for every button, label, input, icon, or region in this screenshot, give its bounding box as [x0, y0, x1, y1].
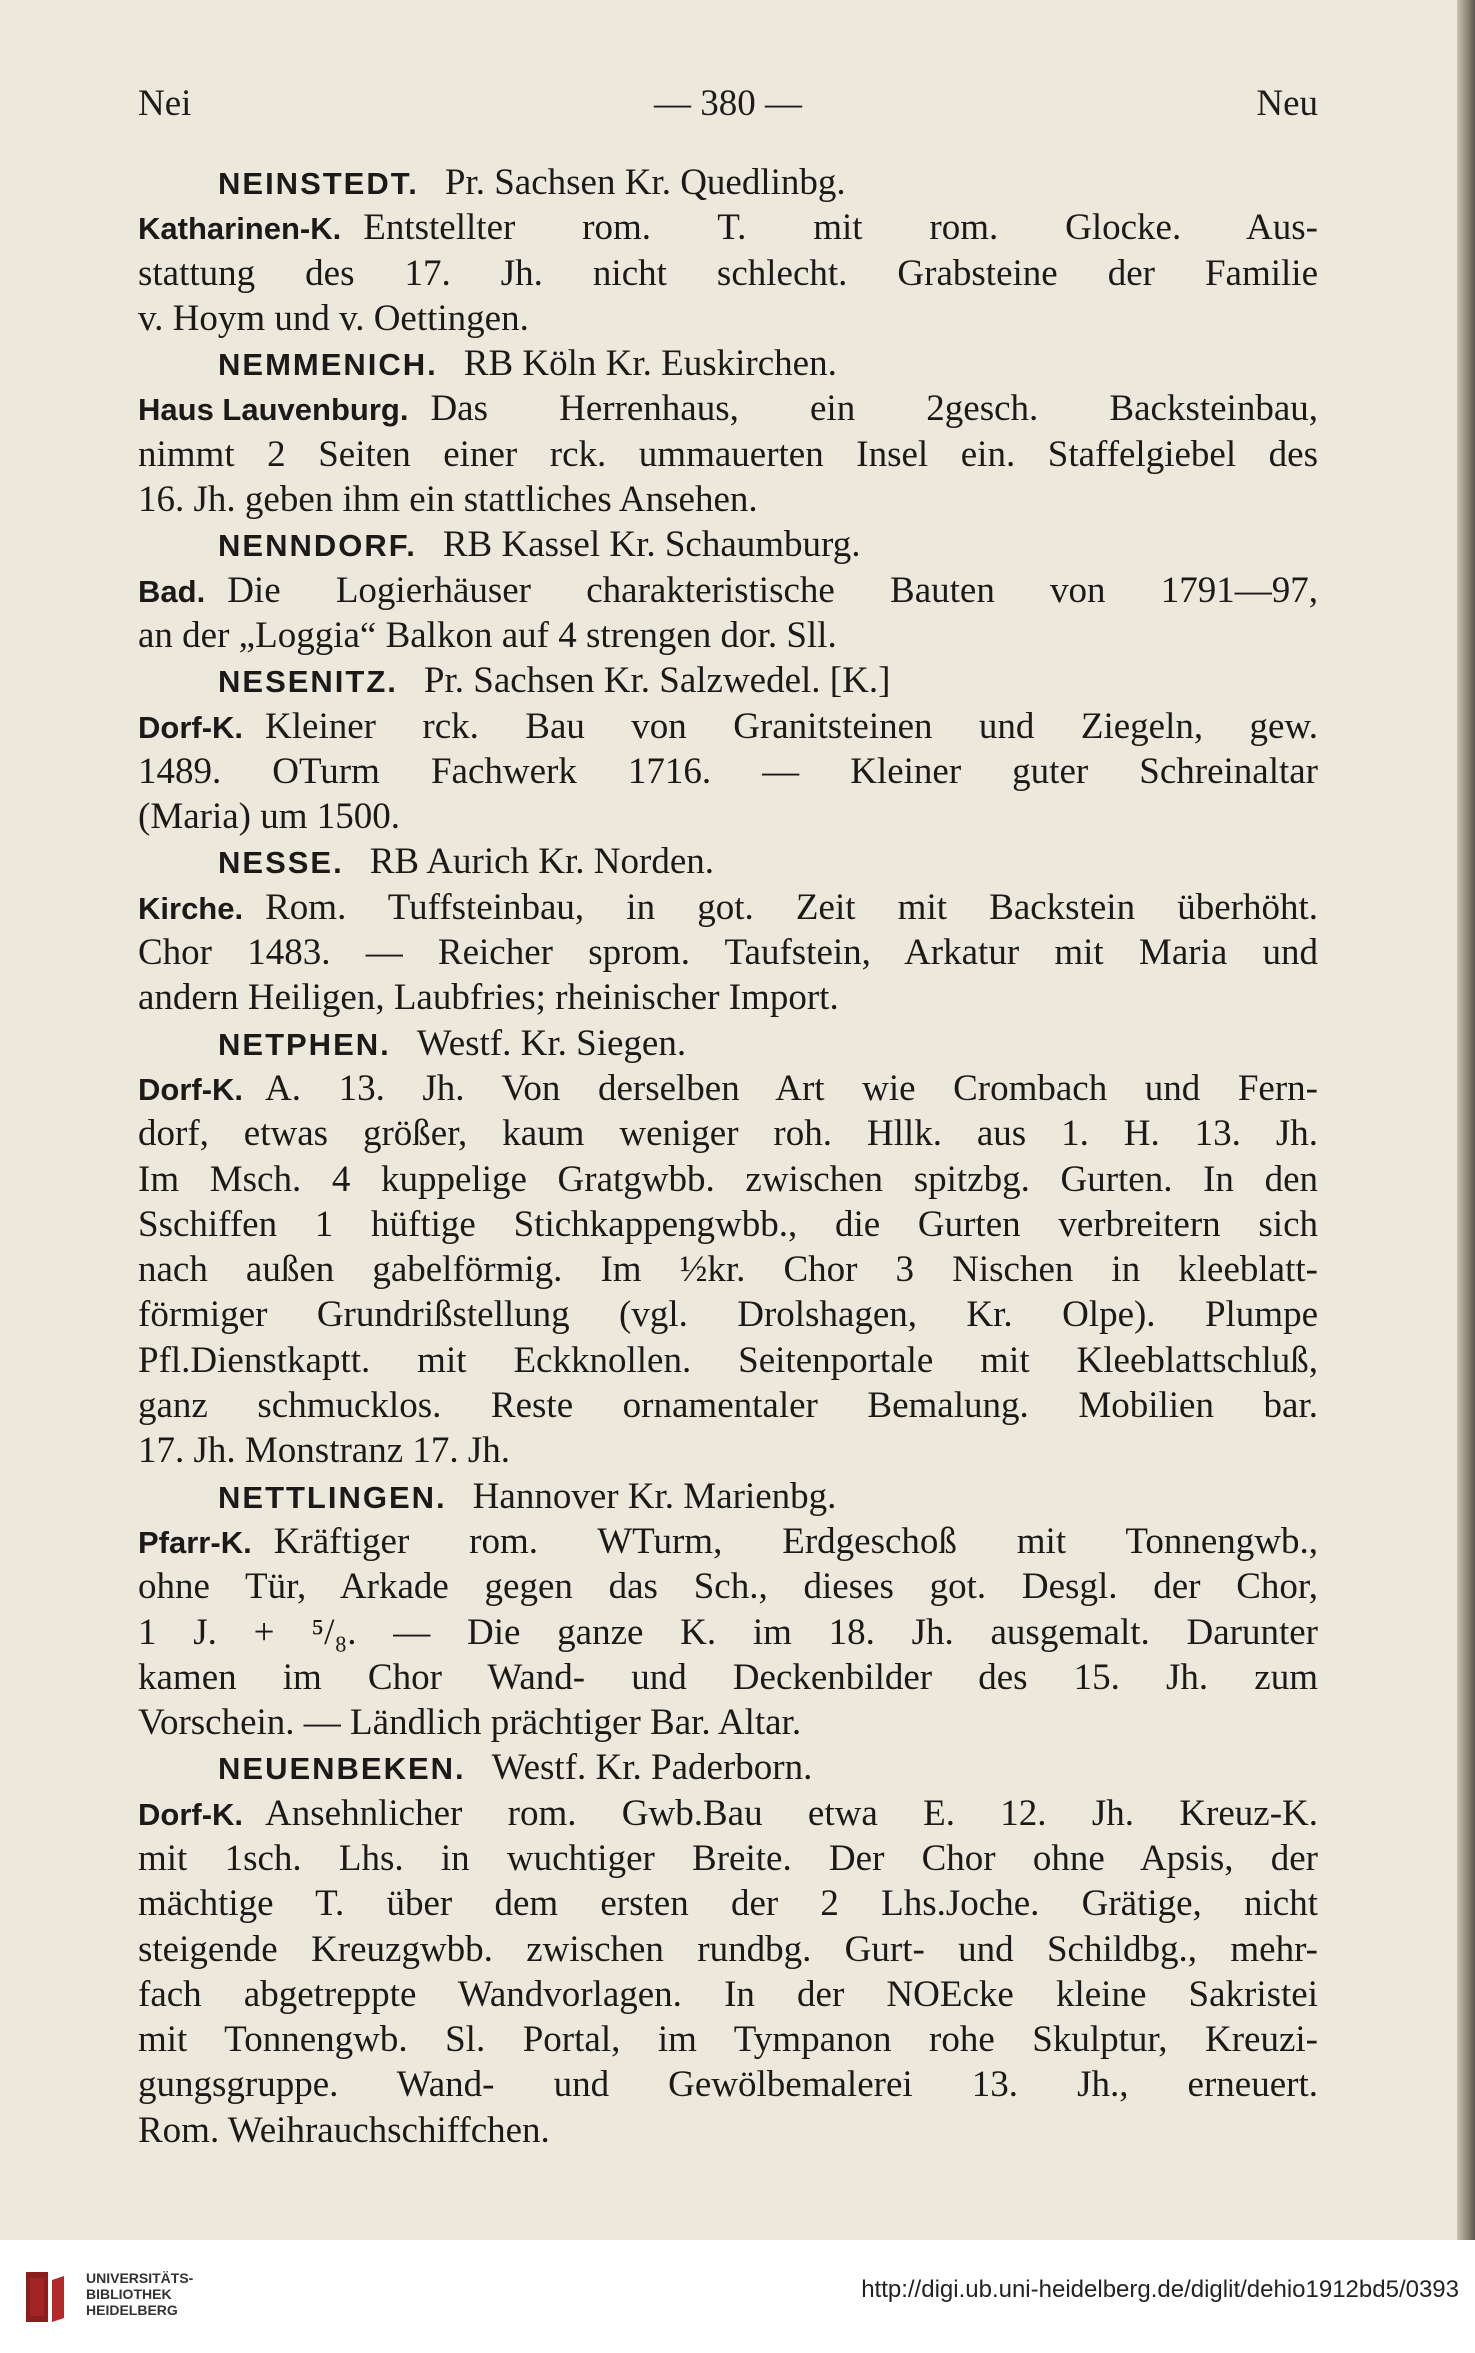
- entry-text: Rom. Tuffsteinbau, in got. Zeit mit Backstein überhöht.: [265, 886, 1318, 928]
- place-region: Westf. Kr. Siegen.: [416, 1022, 687, 1064]
- entry-line: 16. Jh. geben ihm ein stattliches Ansehen.: [138, 479, 758, 521]
- building-name: Dorf-K.: [138, 709, 244, 745]
- entry-text: Ansehnlicher rom. Gwb.Bau etwa E. 12. Jh. Kreuz-K.: [265, 1792, 1318, 1834]
- entry-line: dorf, etwas größer, kaum weniger roh. Hllk. aus 1. H. 13. Jh.: [138, 1113, 1318, 1155]
- entry-heading: [138, 1745, 1318, 1790]
- place-name: NETTLINGEN.: [218, 1479, 447, 1515]
- entry-line: Chor 1483. — Reicher sprom. Taufstein, Arkatur mit Maria und: [138, 932, 1318, 974]
- entry-line: nach außen gabelförmig. Im ½kr. Chor 3 Nischen in kleeblatt-: [138, 1249, 1318, 1291]
- entry-line: Rom. Weihrauchschiffchen.: [138, 2109, 550, 2151]
- entry-line: 1 J. + ⁵/₈. — Die ganze K. im 18. Jh. ausgemalt. Darunter: [138, 1611, 1318, 1653]
- viewer-footer: [0, 2240, 1475, 2353]
- place-region: RB Kassel Kr. Schaumburg.: [442, 524, 861, 566]
- entry-line: an der „Loggia“ Balkon auf 4 strengen dor. Sll.: [138, 614, 837, 656]
- building-name: Haus Lauvenburg.: [138, 392, 409, 428]
- entry-line: mit Tonnengwb. Sl. Portal, im Tympanon rohe Skulptur, Kreuzi-: [138, 2019, 1318, 2061]
- entry-line: 17. Jh. Monstranz 17. Jh.: [138, 1430, 511, 1472]
- running-head-left: Nei: [138, 83, 192, 124]
- entry-line: fach abgetreppte Wandvorlagen. In der NOEcke kleine Sakristei: [138, 1973, 1318, 2015]
- entry-text: Die Logierhäuser charakteristische Bauten von 1791—97,: [227, 569, 1318, 611]
- entry-line: [138, 1066, 1318, 1111]
- place-name: NESSE.: [218, 845, 344, 881]
- entry-line: nimmt 2 Seiten einer rck. ummauerten Insel ein. Staffelgiebel des: [138, 433, 1318, 475]
- entry-line: [138, 885, 1318, 930]
- building-name: Dorf-K.: [138, 1071, 244, 1107]
- building-name: Kirche.: [138, 890, 244, 926]
- library-name-line: BIBLIOTHEK: [86, 2286, 172, 2302]
- building-name: Dorf-K.: [138, 1796, 244, 1832]
- entry-line: steigende Kreuzgwbb. zwischen rundbg. Gurt- und Schildbg., mehr-: [138, 1928, 1318, 1970]
- entry-text: Das Herrenhaus, ein 2gesch. Backsteinbau,: [430, 388, 1318, 430]
- entry-line: Sschiffen 1 hüftige Stichkappengwbb., die Gurten verbreitern sich: [138, 1203, 1318, 1245]
- entry-line: Im Msch. 4 kuppelige Gratgwbb. zwischen spitzbg. Gurten. In den: [138, 1158, 1318, 1200]
- entry-heading: [138, 341, 1318, 386]
- entry-text: Kräftiger rom. WTurm, Erdgeschoß mit Tonnengwb.,: [273, 1520, 1318, 1562]
- place-name: NESENITZ.: [218, 664, 398, 700]
- entry-line: kamen im Chor Wand- und Deckenbilder des 15. Jh. zum: [138, 1656, 1318, 1698]
- entry-line: 1489. OTurm Fachwerk 1716. — Kleiner guter Schreinaltar: [138, 750, 1318, 792]
- entry-line: [138, 1791, 1318, 1836]
- building-name: Katharinen-K.: [138, 211, 342, 247]
- place-region: RB Aurich Kr. Norden.: [369, 841, 714, 883]
- place-region: RB Köln Kr. Euskirchen.: [463, 343, 837, 385]
- place-name: NETPHEN.: [218, 1026, 391, 1062]
- page-edge-shadow: [1457, 0, 1475, 2240]
- entry-heading: [138, 658, 1318, 703]
- entry-line: [138, 568, 1318, 613]
- entry-line: mit 1sch. Lhs. in wuchtiger Breite. Der Chor ohne Apsis, der: [138, 1837, 1318, 1879]
- place-region: Hannover Kr. Marienbg.: [472, 1475, 837, 1517]
- entry-line: [138, 205, 1318, 250]
- entry-heading: [138, 1474, 1318, 1519]
- entry-line: andern Heiligen, Laubfries; rheinischer Import.: [138, 977, 839, 1019]
- entry-line: [138, 386, 1318, 431]
- entry-heading: [138, 160, 1318, 205]
- entry-line: Vorschein. — Ländlich prächtiger Bar. Altar.: [138, 1702, 802, 1744]
- permalink-url[interactable]: http://digi.ub.uni-heidelberg.de/diglit/dehio1912bd5/0393: [861, 2276, 1459, 2303]
- library-name-line: UNIVERSITÄTS-: [86, 2270, 194, 2286]
- entry-line: Pfl.Dienstkaptt. mit Eckknollen. Seitenportale mit Kleeblattschluß,: [138, 1339, 1318, 1381]
- entry-heading: [138, 522, 1318, 567]
- library-name: [86, 2270, 193, 2318]
- place-name: NEMMENICH.: [218, 347, 438, 383]
- entry-line: stattung des 17. Jh. nicht schlecht. Grabsteine der Familie: [138, 252, 1318, 294]
- running-head-right: Neu: [1256, 83, 1318, 124]
- library-name-line: HEIDELBERG: [86, 2302, 178, 2318]
- place-region: Pr. Sachsen Kr. Salzwedel. [K.]: [423, 660, 891, 702]
- entry-text: Kleiner rck. Bau von Granitsteinen und Ziegeln, gew.: [265, 705, 1318, 747]
- entry-line: gungsgruppe. Wand- und Gewölbemalerei 13. Jh., erneuert.: [138, 2064, 1318, 2106]
- entry-line: [138, 1519, 1318, 1564]
- page-number: — 380 —: [654, 83, 802, 124]
- entry-line: förmiger Grundrißstellung (vgl. Drolshagen, Kr. Olpe). Plumpe: [138, 1294, 1318, 1336]
- place-name: NEUENBEKEN.: [218, 1751, 466, 1787]
- entry-line: (Maria) um 1500.: [138, 796, 401, 838]
- entry-line: mächtige T. über dem ersten der 2 Lhs.Joche. Grätige, nicht: [138, 1883, 1318, 1925]
- library-logo-icon: [18, 2266, 70, 2328]
- entry-line: ganz schmucklos. Reste ornamentaler Bemalung. Mobilien bar.: [138, 1385, 1318, 1427]
- place-name: NEINSTEDT.: [218, 166, 419, 201]
- building-name: Bad.: [138, 573, 206, 609]
- place-name: NENNDORF.: [218, 528, 417, 564]
- entry-line: [138, 704, 1318, 749]
- entry-text: A. 13. Jh. Von derselben Art wie Crombach und Fern-: [265, 1067, 1318, 1109]
- entries-text: [138, 160, 1318, 2153]
- entry-line: v. Hoym und v. Oettingen.: [138, 297, 529, 339]
- building-name: Pfarr-K.: [138, 1524, 252, 1560]
- entry-heading: [138, 839, 1318, 884]
- place-region: Pr. Sachsen Kr. Quedlinbg.: [444, 162, 846, 203]
- entry-heading: [138, 1021, 1318, 1066]
- entry-line: ohne Tür, Arkade gegen das Sch., dieses got. Desgl. der Chor,: [138, 1566, 1318, 1608]
- running-head: [138, 82, 1318, 132]
- entry-text: Entstellter rom. T. mit rom. Glocke. Aus-: [363, 207, 1318, 249]
- place-region: Westf. Kr. Paderborn.: [491, 1747, 813, 1789]
